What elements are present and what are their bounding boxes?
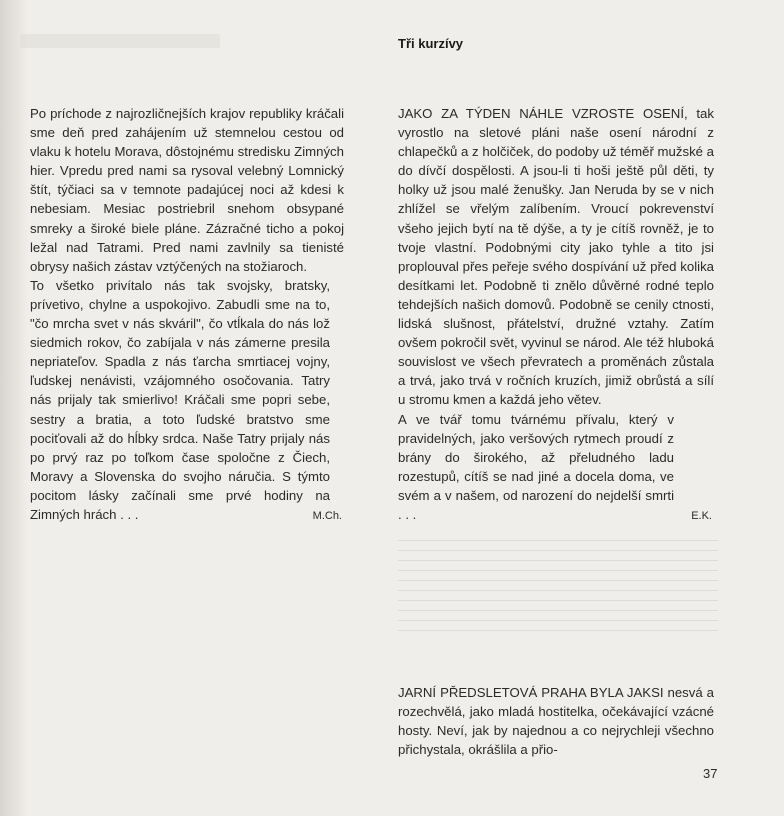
bottom-paragraph-1: JARNÍ PŘEDSLETOVÁ PRAHA BYLA JAKSI nesvá a rozechvělá, jako mladá hostitelka, očekávající vzácné hosty. Neví, jak by najednou a co nejrychleji všechno přichystala, okrášlila a přio- bbox=[398, 685, 714, 758]
right-paragraph-1: JAKO ZA TÝDEN NÁHLE VZROSTE OSENÍ, tak vyrostlo na sletové pláni naše osení národní z chlapečků a z holčiček, do podoby už téměř mužské a do dívčí dospělosti. A jsou-li ti hoši ještě půl děti, ty holky už jsou malé ženušky. Jan Neruda by se v nich zhlížel se vřelým zalíbením. Vroucí pokrevenství všeho jejich bytí na tě dýše, a ty je cítíš rovněž, je to tvoje vlastní. Podobnými city jako tyhle a tito jsi proplouval přes peřeje svého dospívání už před kolika desítkami let. Podobně ti znělo důvěrné rodné teplo tehdejších našich domovů. Podobně se cenily ctnosti, lidská slušnost, přátelství, družné vztahy. Zatím ovšem pokročil svět, vyvinul se národ. Ale též hluboká souvislost ve všech převratech a proměnách zůstala a trvá, jako trvá v ročních kruzích, jimiž obrůstá a sílí u stromu kmen a každá jeho větev. bbox=[398, 106, 714, 408]
left-paragraph-1: Po príchode z najrozličnejších krajov republiky kráčali sme deň pred zahájením už stemnelou cestou od vlaku k hotelu Morava, dôstojnému stredisku Zimných hier. Vpredu pred nami sa rysoval velebný Lomnický štít, týčiaci sa v temnote padajúcej noci až kdesi k nebesiam. Mesiac postriebril snehom obsypané smreky a široké biele pláne. Zázračné ticho a pokoj ležal nad Tatrami. Pred nami zavlnily sa tienisté obrysy našich zástav vztýčených na stožiaroch. bbox=[30, 106, 344, 274]
left-column bbox=[30, 104, 344, 526]
right-signature: E.K. bbox=[691, 510, 712, 523]
page-number: 37 bbox=[703, 766, 718, 781]
right-paragraph-2: A ve tvář tomu tvárnému přívalu, který v pravidelných, jako veršových rytmech proudí z brány do širokého, až přeludného ladu rozestupů, cítíš se nad jiné a docela doma, ve svém a v našem, od narození do nejdelší smrti . . . bbox=[398, 411, 674, 522]
page-title: Tři kurzívy bbox=[398, 36, 464, 51]
right-column bbox=[398, 104, 714, 526]
print-through-mark bbox=[20, 34, 220, 48]
page-gutter-shadow bbox=[0, 0, 28, 816]
bottom-section bbox=[398, 683, 714, 759]
left-signature: M.Ch. bbox=[312, 510, 342, 523]
print-through-music-staff bbox=[398, 540, 718, 650]
left-paragraph-2: To všetko privítalo nás tak svojsky, bratsky, prívetivo, chylne a uspokojivo. Zabudli sme na to, "čo mrcha svet v nás skváril", čo vtĺkala do nás lož siedmich rokov, čo zabíjala v nás zámerne presila nepriateľov. Spadla z nás ťarcha smrtiacej vojny, ľudskej nenávisti, vzájomného osočovania. Tatry nás prijaly tak smierlivo! Kráčali sme popri sebe, sestry a bratia, a toto ľudské bratstvo sme pociťovali až do hĺbky srdca. Naše Tatry prijaly nás po prvý raz po toľkom čase spoločne z Čiech, Moravy a Slovenska do svojho náručia. S týmto pocitom lásky začínali sme prvé hodiny na Zimných hrách . . . bbox=[30, 277, 330, 522]
left-signed-paragraph bbox=[30, 276, 344, 524]
right-signature-row bbox=[398, 505, 714, 526]
